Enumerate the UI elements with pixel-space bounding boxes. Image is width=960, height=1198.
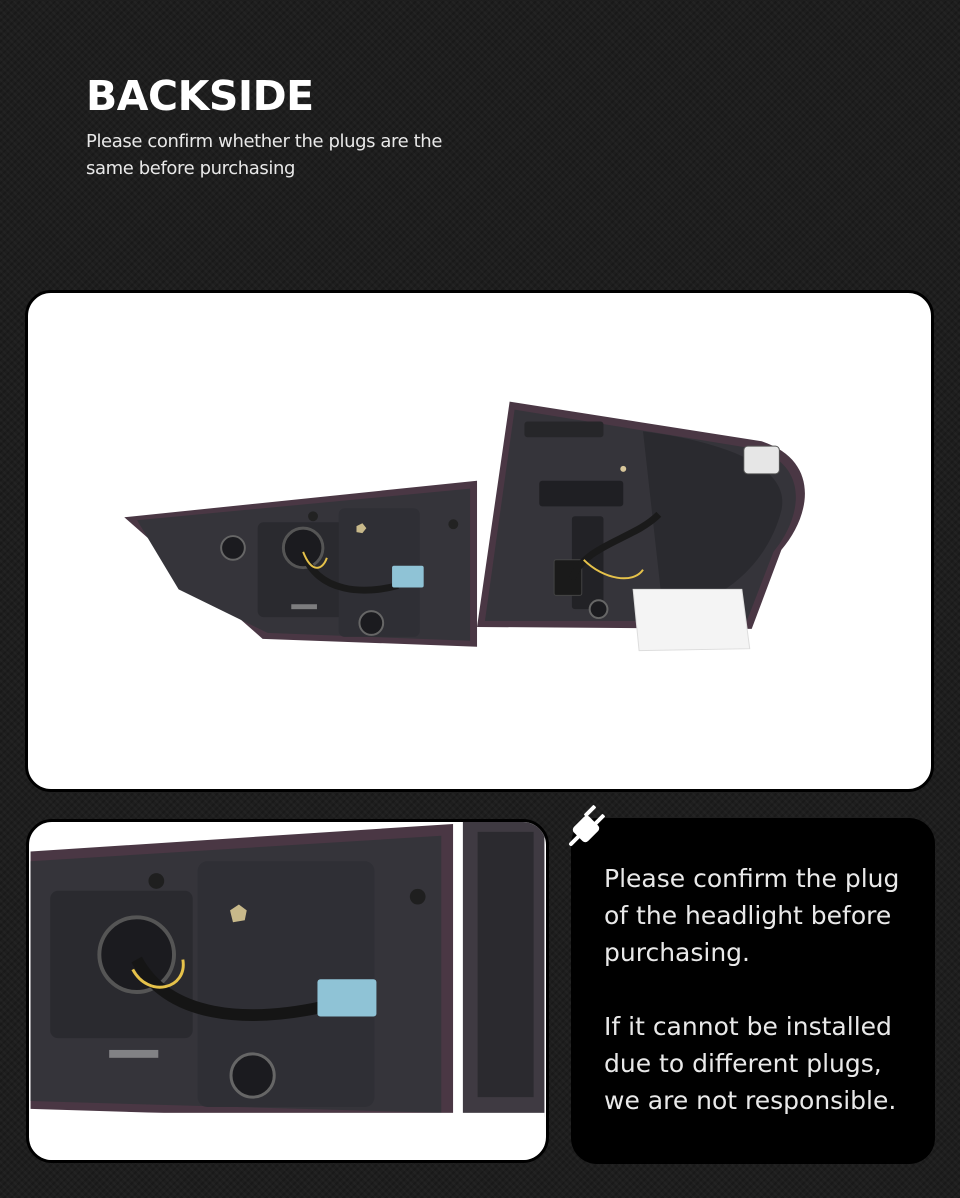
closeup-illustration <box>29 822 546 1160</box>
main-photo-illustration <box>28 293 931 789</box>
right-tail-light-housing <box>477 402 805 651</box>
closeup-housing <box>31 822 545 1160</box>
plug-icon <box>566 800 616 850</box>
page-subtitle: Please confirm whether the plugs are the same before purchasing <box>86 131 442 179</box>
main-product-photo <box>25 290 934 792</box>
note-paragraph-1: Please confirm the plug of the headlight before purchasing. <box>604 864 900 967</box>
page-title: BACKSIDE <box>86 72 314 120</box>
left-tail-light-housing <box>124 481 477 647</box>
plug-closeup-photo <box>26 819 549 1163</box>
note-paragraph-2: If it cannot be installed due to different plugs, we are not responsible. <box>604 1012 897 1115</box>
